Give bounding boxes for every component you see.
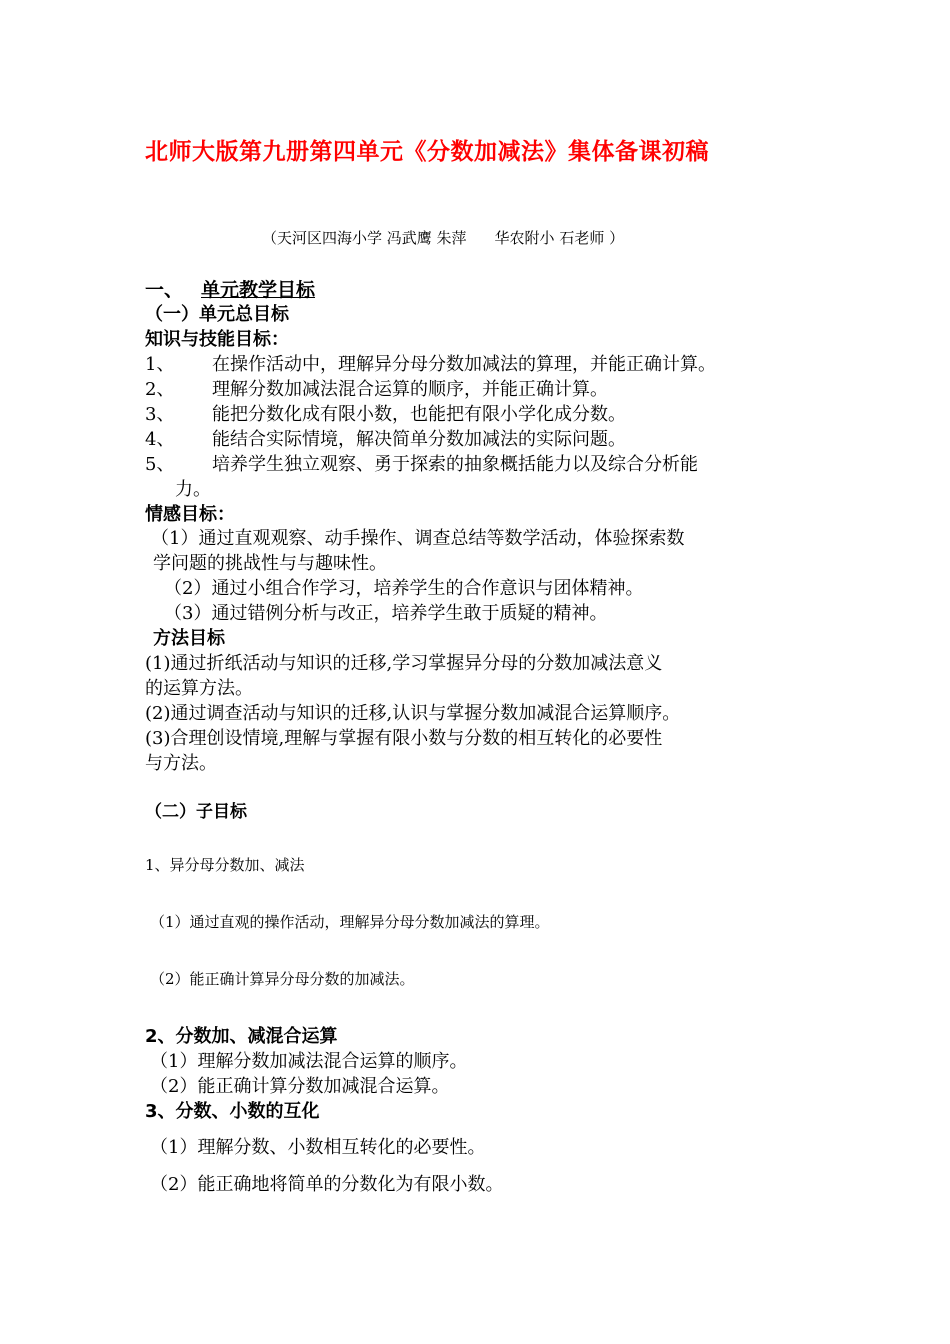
emotion-heading: 情感目标： bbox=[145, 504, 235, 525]
knowledge-item bbox=[145, 450, 698, 476]
emotion-item: （2）通过小组合作学习，培养学生的合作意识与团体精神。 bbox=[164, 578, 644, 599]
knowledge-heading: 知识与技能目标： bbox=[145, 329, 289, 350]
emotion-item: （1）通过直观观察、动手操作、调查总结等数学活动，体验探索数 bbox=[151, 528, 685, 549]
item-text: 在操作活动中，理解异分母分数加减法的算理，并能正确计算。 bbox=[212, 354, 716, 375]
document-title: 北师大版第九册第四单元《分数加减法》集体备课初稿 bbox=[145, 139, 709, 165]
knowledge-item bbox=[145, 425, 626, 451]
item-number: 5、 bbox=[145, 454, 175, 475]
item-number: 3、 bbox=[145, 404, 175, 425]
item-text: 理解分数加减法混合运算的顺序，并能正确计算。 bbox=[212, 379, 608, 400]
item-number: 4、 bbox=[145, 429, 175, 450]
section-title: 单元教学目标 bbox=[201, 279, 316, 301]
subgoal-title: 2、分数加、减混合运算 bbox=[145, 1026, 338, 1047]
item-text: 能结合实际情境，解决简单分数加减法的实际问题。 bbox=[212, 429, 626, 450]
knowledge-item bbox=[145, 400, 626, 426]
subgoal-item: （1）理解分数、小数相互转化的必要性。 bbox=[150, 1137, 486, 1158]
emotion-item: （3）通过错例分析与改正，培养学生敢于质疑的精神。 bbox=[164, 603, 608, 624]
knowledge-item-continuation: 力。 bbox=[175, 479, 211, 500]
item-number: 2、 bbox=[145, 379, 175, 400]
section-number: 一、 bbox=[145, 279, 184, 301]
subgoal-item: （2）能正确计算异分母分数的加减法。 bbox=[150, 970, 415, 988]
method-heading: 方法目标 bbox=[153, 628, 225, 649]
subgoal-item: （1）通过直观的操作活动，理解异分母分数加减法的算理。 bbox=[150, 913, 550, 931]
method-item: (2)通过调查活动与知识的迁移,认识与掌握分数加减混合运算顺序。 bbox=[145, 703, 681, 724]
knowledge-item bbox=[145, 375, 608, 401]
method-item-continuation: 的运算方法。 bbox=[145, 678, 253, 699]
item-number: 1、 bbox=[145, 354, 175, 375]
subsection-heading-2: （二）子目标 bbox=[145, 802, 247, 822]
subgoal-item: （2）能正确计算分数加减混合运算。 bbox=[150, 1076, 450, 1097]
subgoal-title: 3、分数、小数的互化 bbox=[145, 1101, 320, 1122]
item-text: 培养学生独立观察、勇于探索的抽象概括能力以及综合分析能 bbox=[212, 454, 698, 475]
subgoal-item: （2）能正确地将简单的分数化为有限小数。 bbox=[150, 1174, 504, 1195]
knowledge-item bbox=[145, 350, 716, 376]
item-text: 能把分数化成有限小数，也能把有限小学化成分数。 bbox=[212, 404, 626, 425]
authors-group-b: 华农附小 石老师 ） bbox=[494, 229, 625, 247]
subgoal-title: 1、异分母分数加、减法 bbox=[145, 856, 305, 874]
subsection-heading-1: （一）单元总目标 bbox=[145, 304, 289, 325]
authors-group-a: （天河区四海小学 冯武鹰 朱萍 bbox=[262, 229, 467, 247]
method-item: (1)通过折纸活动与知识的迁移,学习掌握异分母的分数加减法意义 bbox=[145, 653, 663, 674]
authors-line bbox=[262, 227, 624, 248]
emotion-item-continuation: 学问题的挑战性与与趣味性。 bbox=[153, 553, 387, 574]
section-heading bbox=[145, 275, 315, 302]
method-item-continuation: 与方法。 bbox=[145, 753, 217, 774]
subgoal-item: （1）理解分数加减法混合运算的顺序。 bbox=[150, 1051, 468, 1072]
method-item: (3)合理创设情境,理解与掌握有限小数与分数的相互转化的必要性 bbox=[145, 728, 663, 749]
